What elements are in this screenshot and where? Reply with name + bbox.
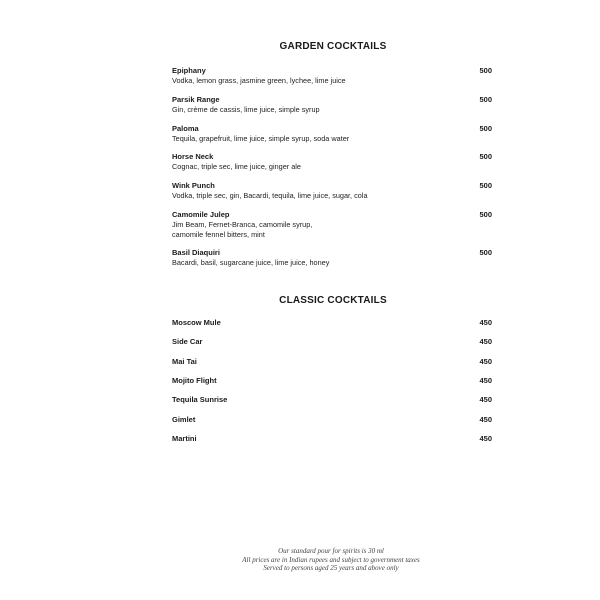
classic-menu-item <box>172 357 492 367</box>
footer-line-prices: All prices are in Indian rupees and subject to government taxes <box>242 555 420 564</box>
item-price: 450 <box>479 414 492 424</box>
footer-line-pour: Our standard pour for spirits is 30 ml <box>278 547 384 555</box>
item-price: 450 <box>479 356 492 366</box>
item-price: 500 <box>479 248 492 257</box>
garden-cocktails-heading: GARDEN COCKTAILS <box>279 41 387 52</box>
item-price: 500 <box>479 181 492 190</box>
garden-menu-item <box>172 248 492 268</box>
item-name: Mai Tai <box>172 356 197 366</box>
item-price: 500 <box>479 95 492 104</box>
item-price: 450 <box>479 395 492 405</box>
garden-menu-item <box>172 181 492 201</box>
item-name: Parsik Range <box>172 95 220 104</box>
garden-menu-item <box>172 66 492 86</box>
item-name: Horse Neck <box>172 152 214 161</box>
item-price: 500 <box>479 152 492 161</box>
item-name: Paloma <box>172 124 199 133</box>
classic-cocktails-heading: CLASSIC COCKTAILS <box>279 295 387 306</box>
item-price: 450 <box>479 318 492 327</box>
item-name: Basil Diaquiri <box>172 248 220 257</box>
garden-menu-item <box>172 210 492 240</box>
item-price: 500 <box>479 66 492 75</box>
item-name: Epiphany <box>172 66 206 75</box>
garden-menu-item <box>172 152 492 172</box>
item-description: Vodka, triple sec, gin, Bacardi, tequila, lime juice, sugar, cola <box>172 191 368 200</box>
item-description: Tequila, grapefruit, lime juice, simple syrup, soda water <box>172 134 350 143</box>
classic-menu-item <box>172 376 492 386</box>
item-description: Gin, crème de cassis, lime juice, simple syrup <box>172 105 320 114</box>
item-description: Jim Beam, Fernet-Branca, camomile syrup, <box>172 220 313 229</box>
item-description: Vodka, lemon grass, jasmine green, lychee, lime juice <box>172 76 346 85</box>
item-price: 450 <box>479 375 492 385</box>
garden-menu-item <box>172 95 492 115</box>
item-description: camomile fennel bitters, mint <box>172 230 265 239</box>
item-name: Mojito Flight <box>172 375 217 385</box>
item-name: Wink Punch <box>172 181 215 190</box>
item-name: Tequila Sunrise <box>172 395 228 405</box>
item-name: Gimlet <box>172 414 196 424</box>
classic-menu-item <box>172 415 492 425</box>
item-price: 500 <box>479 210 492 219</box>
garden-menu-item <box>172 124 492 144</box>
classic-menu-item <box>172 318 492 328</box>
item-name: Side Car <box>172 337 203 347</box>
item-price: 450 <box>479 433 492 443</box>
item-description: Bacardi, basil, sugarcane juice, lime juice, honey <box>172 258 330 267</box>
classic-menu-item <box>172 337 492 347</box>
classic-menu-item <box>172 434 492 444</box>
footer-line-age: Served to persons aged 25 years and above only <box>263 564 399 572</box>
item-price: 500 <box>479 124 492 133</box>
item-price: 450 <box>479 337 492 347</box>
item-description: Cognac, triple sec, lime juice, ginger ale <box>172 162 301 171</box>
item-name: Camomile Julep <box>172 210 230 219</box>
classic-menu-item <box>172 395 492 405</box>
menu-footer-notes <box>0 547 600 573</box>
item-name: Martini <box>172 433 197 443</box>
item-name: Moscow Mule <box>172 318 221 327</box>
